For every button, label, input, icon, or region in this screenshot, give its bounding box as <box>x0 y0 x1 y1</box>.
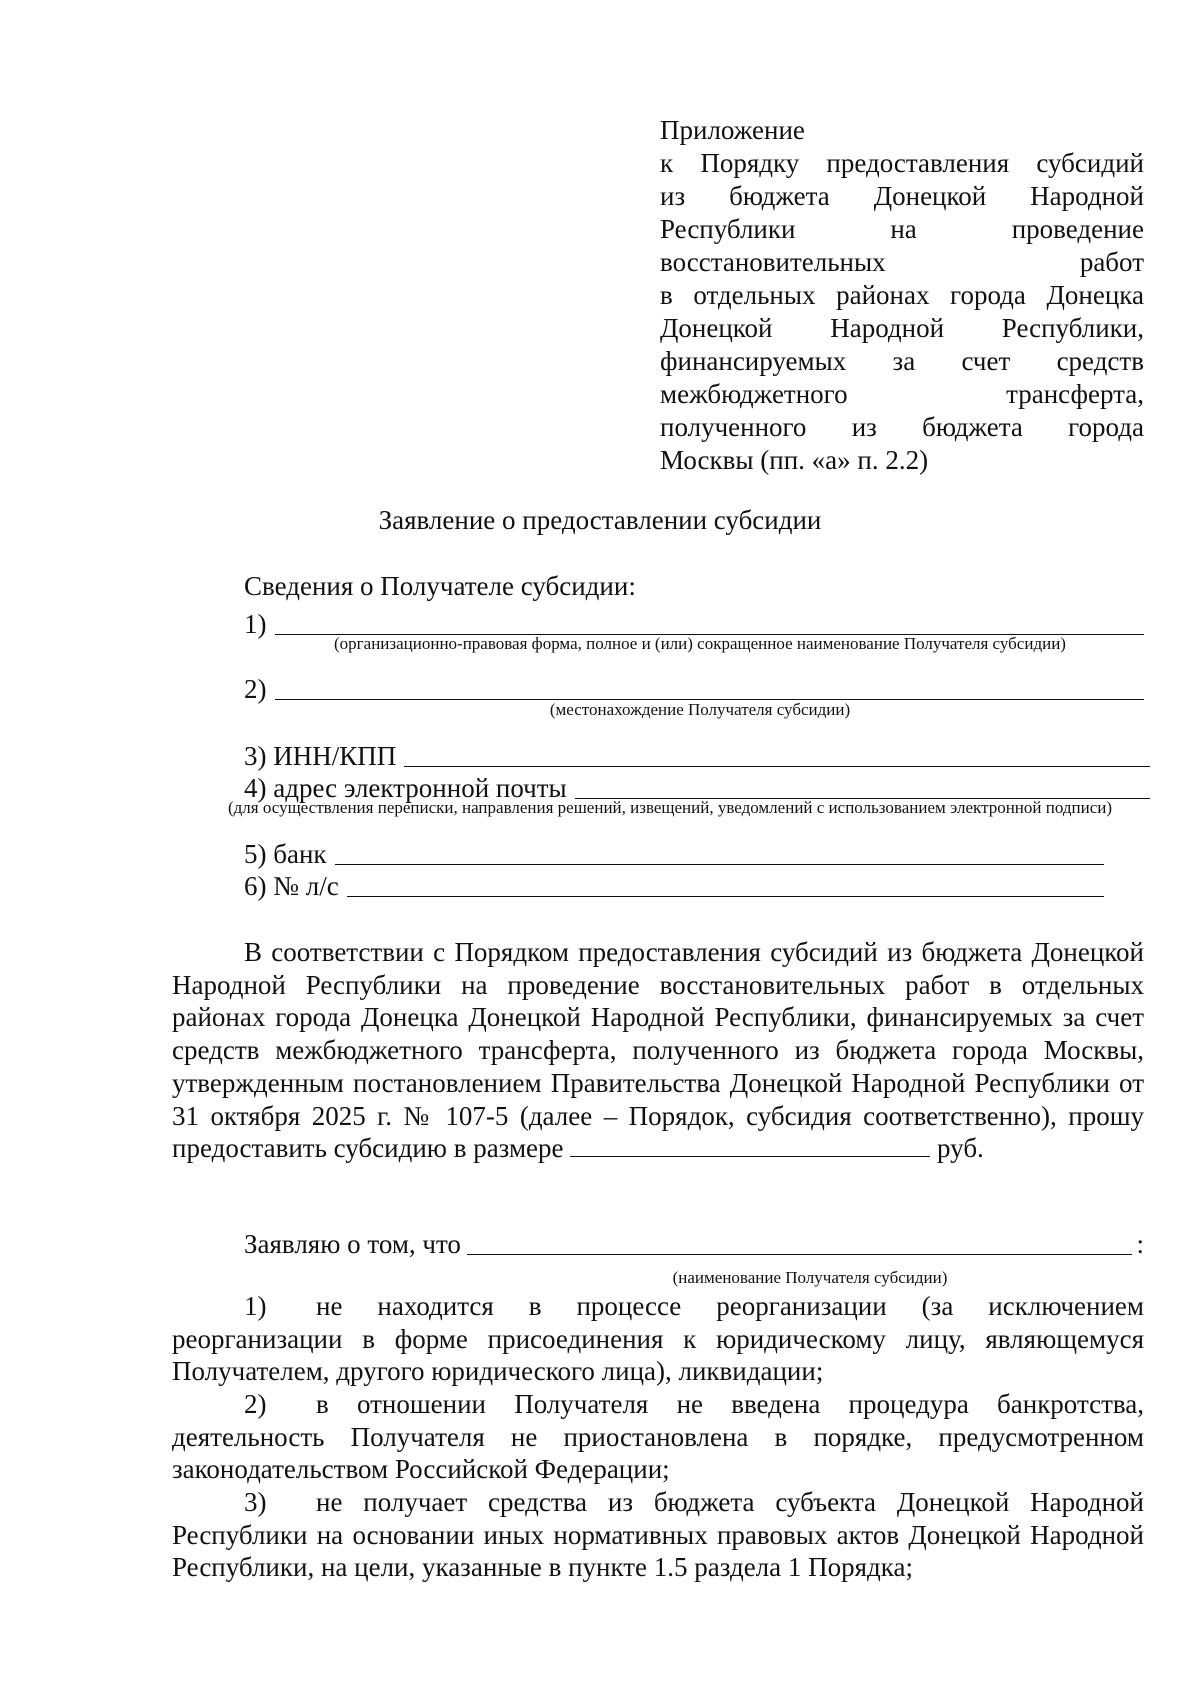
appendix-word: субсидий <box>1036 148 1144 178</box>
document-title: Заявление о предоставлении субсидии <box>378 505 822 535</box>
appendix-line <box>660 213 1144 246</box>
appendix-word: финансируемых <box>660 346 847 376</box>
amount-prefix: в размере <box>453 1133 564 1164</box>
appendix-word: межбюджетного <box>660 379 848 409</box>
statement-line <box>244 1228 1144 1261</box>
appendix-word: восстановительных <box>660 247 886 277</box>
field-label: 2) <box>244 674 267 704</box>
appendix-word: за <box>892 346 916 376</box>
appendix-word: районах <box>836 280 930 310</box>
appendix-word: Донецкой <box>873 181 987 211</box>
amount-blank[interactable] <box>570 1134 930 1157</box>
appendix-line: Москвы (пп. «а» п. 2.2) <box>660 445 929 475</box>
appendix-word: проведение <box>1011 214 1144 244</box>
item-text: не находится в процессе реорганизации (за исключением реорганизации в форме присоединения к юридическому лицу, являющемуся Получателем, другого юридического лица), ликвидации; <box>172 1291 1144 1387</box>
recipient-name-hint: (организационно-правовая форма, полное и (или) сокращенное наименование Получателя субсидии) <box>334 634 1066 653</box>
appendix-word: города <box>950 280 1026 310</box>
email-hint: (для осуществления переписки, направления решений, извещений, уведомлений с использованием электронной подписи) <box>227 798 1113 817</box>
appendix-word: средств <box>1056 346 1144 376</box>
statement-blank[interactable] <box>467 1228 1133 1255</box>
appendix-line <box>660 246 1144 279</box>
appendix-word: Порядку <box>700 148 800 178</box>
appendix-word: на <box>890 214 917 244</box>
appendix-word: счет <box>961 346 1011 376</box>
appendix-line <box>660 345 1144 378</box>
statement-prefix: Заявляю о том, что <box>244 1229 461 1259</box>
statement-hint: (наименование Получателя субсидии) <box>672 1268 948 1287</box>
recipient-location-hint: (местонахождение Получателя субсидии) <box>549 700 851 719</box>
appendix-word: Народной <box>1030 181 1144 211</box>
appendix-word: Республики <box>660 214 796 244</box>
appendix-line <box>660 378 1144 411</box>
field-label: 1) <box>244 609 267 639</box>
appendix-line <box>660 411 1144 444</box>
appendix-word: Народной <box>830 313 945 343</box>
request-paragraph <box>172 936 1144 1165</box>
appendix-word: в <box>660 280 673 310</box>
field-label: 6) № л/с <box>244 871 339 901</box>
account-field[interactable] <box>244 870 1104 903</box>
appendix-word: полученного <box>660 412 807 442</box>
appendix-word: города <box>1068 412 1144 442</box>
appendix-word: Донецкой <box>660 313 773 343</box>
appendix-word: работ <box>1079 247 1144 277</box>
appendix-word: Донецка <box>1046 280 1144 310</box>
item-text: не получает средства из бюджета субъекта Донецкой Народной Республики на основании иных нормативных правовых актов Донецкой Народной Республики, на цели, указанные в пункте 1.5 раздела 1 Порядка; <box>172 1487 1144 1583</box>
appendix-line <box>660 279 1144 312</box>
item-number: 1) <box>244 1291 267 1321</box>
appendix-word: бюджета <box>729 181 830 211</box>
appendix-word: из <box>851 412 877 442</box>
appendix-word: отдельных <box>693 280 816 310</box>
account-blank[interactable] <box>347 870 1104 897</box>
recipient-location-blank[interactable] <box>275 673 1145 700</box>
recipient-heading: Сведения о Получателе субсидии: <box>244 571 636 601</box>
appendix-word: из <box>660 181 686 211</box>
field-label: 5) банк <box>244 839 327 869</box>
email-blank[interactable] <box>575 772 1150 799</box>
list-item <box>172 1290 1144 1388</box>
request-text: В соответствии с Порядком предоставления субсидий из бюджета Донецкой Народной Республики на проведение восстановительных работ в отдельных районах города Донецка Донецкой Народной Республики, финансируемых за счет средств межбюджетного трансферта, полученного из бюджета города Москвы, утвержденным постановлением Правительства Донецкой Народной Республики от 31 октября 2025 г. № 107-5 (далее – Порядок, субсидия соответственно), прошу предоставить субсидию <box>172 937 1144 1164</box>
recipient-name-blank[interactable] <box>275 608 1145 635</box>
appendix-line: Приложение <box>660 115 805 145</box>
statement-suffix: : <box>1136 1229 1144 1259</box>
list-item <box>172 1388 1144 1486</box>
field-label: 3) ИНН/КПП <box>244 741 397 771</box>
inn-kpp-field[interactable] <box>244 740 1150 773</box>
list-item <box>172 1486 1144 1584</box>
appendix-word: бюджета <box>922 412 1023 442</box>
item-number: 3) <box>244 1487 267 1517</box>
appendix-header <box>660 114 1144 477</box>
appendix-word: Республики, <box>1001 313 1144 343</box>
inn-kpp-blank[interactable] <box>404 740 1150 767</box>
appendix-line <box>660 147 1144 180</box>
appendix-word: к <box>660 148 674 178</box>
item-number: 2) <box>244 1389 267 1419</box>
field-label: 4) адрес электронной почты <box>244 773 567 803</box>
bank-blank[interactable] <box>335 838 1104 865</box>
appendix-word: трансферта, <box>1006 379 1144 409</box>
item-text: в отношении Получателя не введена процедура банкротства, деятельность Получателя не приостановлена в порядке, предусмотренном законодательством Российской Федерации; <box>172 1389 1144 1485</box>
bank-field[interactable] <box>244 838 1104 871</box>
appendix-word: предоставления <box>826 148 1010 178</box>
appendix-line <box>660 312 1144 345</box>
appendix-line <box>660 180 1144 213</box>
amount-suffix: руб. <box>937 1133 984 1164</box>
